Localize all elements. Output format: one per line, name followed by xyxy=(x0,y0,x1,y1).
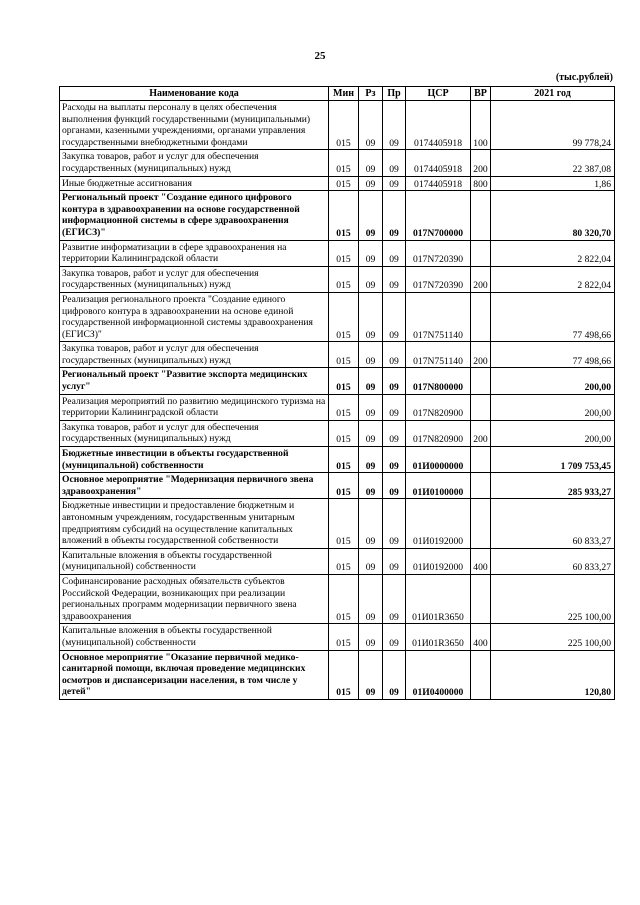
cell-name: Реализация мероприятий по развитию медицинского туризма на территории Калининградской области xyxy=(60,394,329,420)
cell-rz: 09 xyxy=(359,150,383,176)
cell-min: 015 xyxy=(329,266,359,292)
cell-rz: 09 xyxy=(359,394,383,420)
cell-amount: 120,80 xyxy=(491,650,615,699)
table-row xyxy=(60,447,615,473)
cell-name: Закупка товаров, работ и услуг для обеспечения государственных (муниципальных) нужд xyxy=(60,342,329,368)
cell-rz: 09 xyxy=(359,624,383,650)
table-row xyxy=(60,266,615,292)
cell-amount: 2 822,04 xyxy=(491,266,615,292)
cell-name: Региональный проект "Создание единого цифрового контура в здравоохранении на основе государственной информационной системы в сфере здравоохранения (ЕГИСЗ)" xyxy=(60,191,329,240)
cell-pr: 09 xyxy=(383,240,406,266)
cell-rz: 09 xyxy=(359,176,383,191)
cell-min: 015 xyxy=(329,240,359,266)
cell-rz: 09 xyxy=(359,292,383,341)
header-pr: Пр xyxy=(383,87,406,101)
table-row xyxy=(60,624,615,650)
cell-pr: 09 xyxy=(383,368,406,394)
cell-rz: 09 xyxy=(359,191,383,240)
cell-vr: 100 xyxy=(471,101,491,150)
cell-min: 015 xyxy=(329,342,359,368)
cell-amount: 1,86 xyxy=(491,176,615,191)
cell-csr: 0174405918 xyxy=(406,101,471,150)
cell-pr: 09 xyxy=(383,473,406,499)
cell-csr: 0174405918 xyxy=(406,150,471,176)
cell-amount: 80 320,70 xyxy=(491,191,615,240)
cell-amount: 225 100,00 xyxy=(491,624,615,650)
cell-name: Капитальные вложения в объекты государственной (муниципальной) собственности xyxy=(60,624,329,650)
cell-name: Софинансирование расходных обязательств субъектов Российской Федерации, возникающих при реализации региональных программ модернизации первичного звена здравоохранения xyxy=(60,574,329,623)
table-row xyxy=(60,292,615,341)
cell-pr: 09 xyxy=(383,176,406,191)
cell-min: 015 xyxy=(329,499,359,548)
cell-amount: 200,00 xyxy=(491,394,615,420)
cell-amount: 2 822,04 xyxy=(491,240,615,266)
units-label: (тыс.рублей) xyxy=(555,72,613,83)
cell-csr: 01И0400000 xyxy=(406,650,471,699)
cell-min: 015 xyxy=(329,574,359,623)
cell-rz: 09 xyxy=(359,499,383,548)
cell-rz: 09 xyxy=(359,368,383,394)
cell-vr xyxy=(471,447,491,473)
header-amount: 2021 год xyxy=(491,87,615,101)
cell-name: Региональный проект "Развитие экспорта медицинских услуг" xyxy=(60,368,329,394)
cell-pr: 09 xyxy=(383,150,406,176)
table-row xyxy=(60,473,615,499)
table-row xyxy=(60,176,615,191)
cell-pr: 09 xyxy=(383,191,406,240)
cell-rz: 09 xyxy=(359,420,383,446)
cell-vr: 400 xyxy=(471,624,491,650)
cell-min: 015 xyxy=(329,394,359,420)
table-row xyxy=(60,420,615,446)
cell-name: Расходы на выплаты персоналу в целях обеспечения выполнения функций государственными (муниципальными) органами, казенными учреждениями, органами управления государственными внебюджетными фондами xyxy=(60,101,329,150)
cell-amount: 1 709 753,45 xyxy=(491,447,615,473)
cell-min: 015 xyxy=(329,473,359,499)
cell-csr: 017N751140 xyxy=(406,342,471,368)
cell-csr: 01И01R3650 xyxy=(406,574,471,623)
cell-name: Бюджетные инвестиции и предоставление бюджетным и автономным учреждениям, государственным унитарным предприятиям субсидий на осуществление капитальных вложений в объекты государственной собственности xyxy=(60,499,329,548)
cell-rz: 09 xyxy=(359,240,383,266)
cell-name: Закупка товаров, работ и услуг для обеспечения государственных (муниципальных) нужд xyxy=(60,150,329,176)
cell-min: 015 xyxy=(329,191,359,240)
cell-pr: 09 xyxy=(383,394,406,420)
cell-amount: 60 833,27 xyxy=(491,499,615,548)
cell-rz: 09 xyxy=(359,342,383,368)
cell-vr xyxy=(471,650,491,699)
cell-min: 015 xyxy=(329,368,359,394)
cell-rz: 09 xyxy=(359,574,383,623)
cell-amount: 22 387,08 xyxy=(491,150,615,176)
cell-name: Закупка товаров, работ и услуг для обеспечения государственных (муниципальных) нужд xyxy=(60,266,329,292)
cell-pr: 09 xyxy=(383,574,406,623)
cell-name: Иные бюджетные ассигнования xyxy=(60,176,329,191)
cell-min: 015 xyxy=(329,650,359,699)
cell-amount: 200,00 xyxy=(491,420,615,446)
table-row xyxy=(60,368,615,394)
cell-pr: 09 xyxy=(383,292,406,341)
header-vr: ВР xyxy=(471,87,491,101)
cell-amount: 77 498,66 xyxy=(491,342,615,368)
table-row xyxy=(60,499,615,548)
cell-vr xyxy=(471,499,491,548)
cell-pr: 09 xyxy=(383,624,406,650)
table-row xyxy=(60,150,615,176)
cell-min: 015 xyxy=(329,624,359,650)
cell-csr: 01И01R3650 xyxy=(406,624,471,650)
cell-name: Бюджетные инвестиции в объекты государственной (муниципальной) собственности xyxy=(60,447,329,473)
table-row xyxy=(60,101,615,150)
cell-csr: 017N800000 xyxy=(406,368,471,394)
cell-csr: 017N820900 xyxy=(406,420,471,446)
cell-vr xyxy=(471,473,491,499)
cell-rz: 09 xyxy=(359,266,383,292)
cell-name: Основное мероприятие "Модернизация первичного звена здравоохранения" xyxy=(60,473,329,499)
cell-rz: 09 xyxy=(359,548,383,574)
cell-csr: 017N820900 xyxy=(406,394,471,420)
cell-min: 015 xyxy=(329,150,359,176)
cell-min: 015 xyxy=(329,292,359,341)
page-number: 25 xyxy=(314,50,326,62)
cell-pr: 09 xyxy=(383,101,406,150)
table-row xyxy=(60,191,615,240)
cell-amount: 200,00 xyxy=(491,368,615,394)
cell-rz: 09 xyxy=(359,101,383,150)
cell-vr xyxy=(471,191,491,240)
cell-min: 015 xyxy=(329,420,359,446)
cell-vr: 800 xyxy=(471,176,491,191)
cell-name: Основное мероприятие "Оказание первичной медико-санитарной помощи, включая проведение медицинских осмотров и диспансеризации населения, в том числе у детей" xyxy=(60,650,329,699)
cell-pr: 09 xyxy=(383,650,406,699)
cell-amount: 225 100,00 xyxy=(491,574,615,623)
cell-vr xyxy=(471,368,491,394)
cell-pr: 09 xyxy=(383,420,406,446)
cell-vr xyxy=(471,394,491,420)
table-body xyxy=(60,101,615,700)
cell-min: 015 xyxy=(329,447,359,473)
cell-vr: 200 xyxy=(471,420,491,446)
cell-vr: 200 xyxy=(471,150,491,176)
cell-name: Реализация регионального проекта "Создание единого цифрового контура в здравоохранении на основе единой государственной информационной системы здравоохранения (ЕГИСЗ)" xyxy=(60,292,329,341)
cell-vr: 200 xyxy=(471,266,491,292)
table-row xyxy=(60,394,615,420)
cell-csr: 01И0192000 xyxy=(406,499,471,548)
cell-amount: 60 833,27 xyxy=(491,548,615,574)
cell-amount: 285 933,27 xyxy=(491,473,615,499)
header-rz: Рз xyxy=(359,87,383,101)
cell-rz: 09 xyxy=(359,650,383,699)
cell-min: 015 xyxy=(329,548,359,574)
cell-rz: 09 xyxy=(359,447,383,473)
cell-vr xyxy=(471,292,491,341)
cell-pr: 09 xyxy=(383,548,406,574)
cell-csr: 0174405918 xyxy=(406,176,471,191)
cell-rz: 09 xyxy=(359,473,383,499)
header-name: Наименование кода xyxy=(60,87,329,101)
cell-min: 015 xyxy=(329,176,359,191)
cell-name: Капитальные вложения в объекты государственной (муниципальной) собственности xyxy=(60,548,329,574)
table-row xyxy=(60,240,615,266)
cell-amount: 77 498,66 xyxy=(491,292,615,341)
cell-vr: 400 xyxy=(471,548,491,574)
cell-vr xyxy=(471,240,491,266)
cell-pr: 09 xyxy=(383,447,406,473)
table-row xyxy=(60,548,615,574)
cell-csr: 01И0100000 xyxy=(406,473,471,499)
cell-pr: 09 xyxy=(383,342,406,368)
cell-csr: 017N720390 xyxy=(406,266,471,292)
cell-vr: 200 xyxy=(471,342,491,368)
cell-amount: 99 778,24 xyxy=(491,101,615,150)
budget-table xyxy=(59,86,615,700)
cell-pr: 09 xyxy=(383,499,406,548)
cell-min: 015 xyxy=(329,101,359,150)
table-row xyxy=(60,342,615,368)
table-row xyxy=(60,650,615,699)
cell-pr: 09 xyxy=(383,266,406,292)
cell-name: Развитие информатизации в сфере здравоохранения на территории Калининградской области xyxy=(60,240,329,266)
header-csr: ЦСР xyxy=(406,87,471,101)
cell-csr: 017N700000 xyxy=(406,191,471,240)
header-min: Мин xyxy=(329,87,359,101)
cell-csr: 017N720390 xyxy=(406,240,471,266)
cell-vr xyxy=(471,574,491,623)
table-header-row xyxy=(60,87,615,101)
cell-csr: 017N751140 xyxy=(406,292,471,341)
cell-csr: 01И0000000 xyxy=(406,447,471,473)
cell-csr: 01И0192000 xyxy=(406,548,471,574)
table-row xyxy=(60,574,615,623)
cell-name: Закупка товаров, работ и услуг для обеспечения государственных (муниципальных) нужд xyxy=(60,420,329,446)
